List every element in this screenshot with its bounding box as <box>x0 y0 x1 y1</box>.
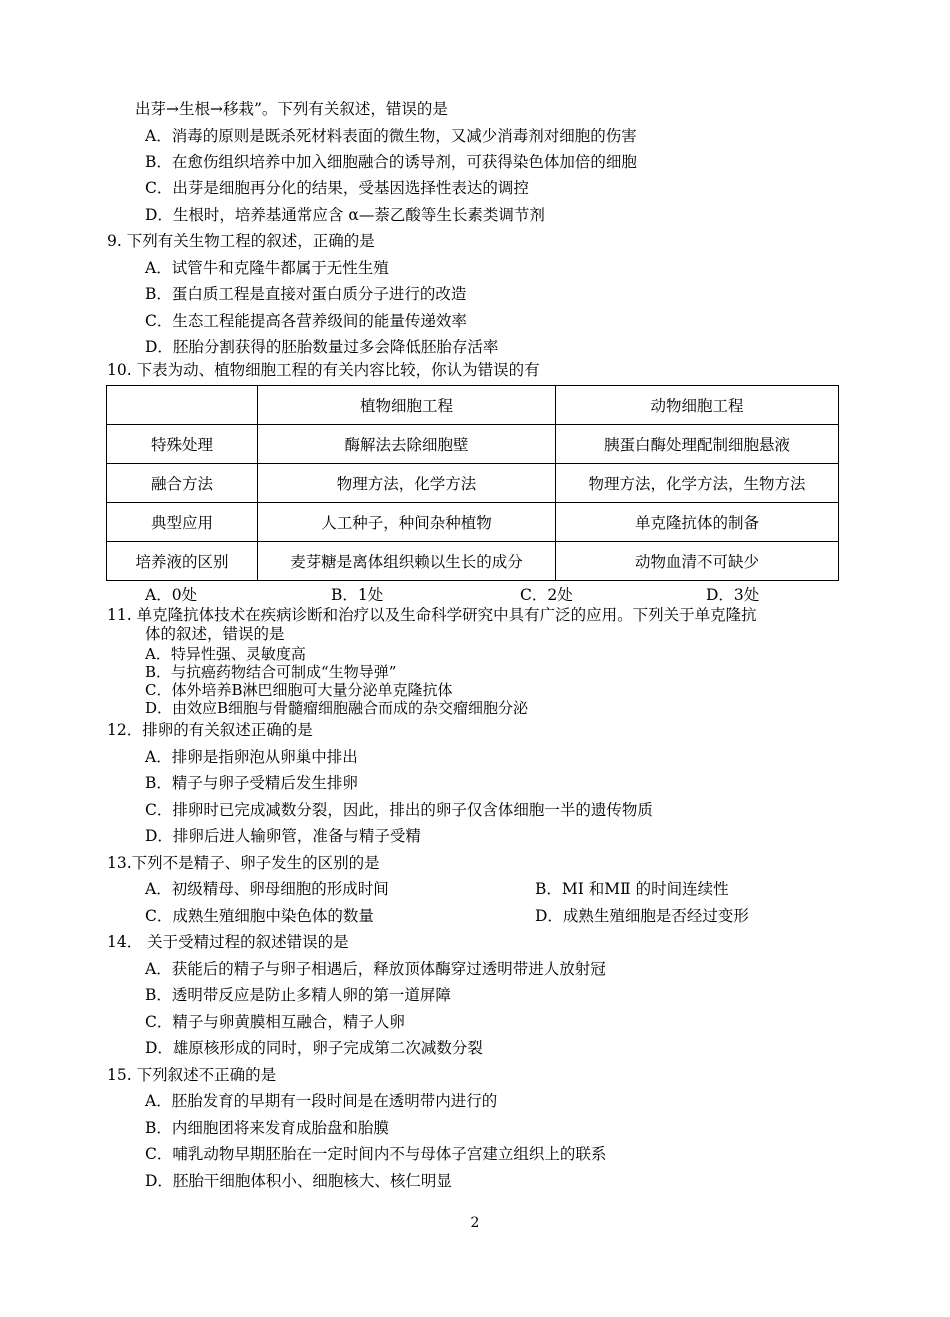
table-cell: 特殊处理 <box>107 425 258 464</box>
q13-option-c: C．成熟生殖细胞中染色体的数量 <box>145 907 374 925</box>
page-number: 2 <box>470 1215 480 1231</box>
table-row <box>107 425 839 464</box>
table-cell: 融合方法 <box>107 464 258 503</box>
q11-option-c: C．体外培养B淋巴细胞可大量分泌单克隆抗体 <box>145 681 453 699</box>
q14-option-c: C．精子与卵黄膜相互融合，精子人卵 <box>145 1013 405 1031</box>
q10-stem: 10. 下表为动、植物细胞工程的有关内容比较，你认为错误的有 <box>107 361 540 379</box>
table-cell: 胰蛋白酶处理配制细胞悬液 <box>556 425 839 464</box>
q9-option-b: B．蛋白质工程是直接对蛋白质分子进行的改造 <box>145 285 467 303</box>
table-cell: 培养液的区别 <box>107 542 258 581</box>
table-cell <box>107 386 258 425</box>
table-header-plant: 植物细胞工程 <box>258 386 556 425</box>
q9-stem: 9. 下列有关生物工程的叙述，正确的是 <box>107 232 375 250</box>
table-cell: 麦芽糖是离体组织赖以生长的成分 <box>258 542 556 581</box>
q12-option-b: B．精子与卵子受精后发生排卵 <box>145 774 358 792</box>
q13-option-d: D．成熟生殖细胞是否经过变形 <box>535 907 749 925</box>
q11-option-b: B．与抗癌药物结合可制成“生物导弹” <box>145 663 397 681</box>
table-cell: 酶解法去除细胞壁 <box>258 425 556 464</box>
q12-stem: 12．排卵的有关叙述正确的是 <box>107 721 313 739</box>
q13-option-b: B．MⅠ 和MⅡ 的时间连续性 <box>535 880 729 898</box>
q10-option-b: B．1处 <box>331 586 384 604</box>
table-cell: 人工种子，种间杂种植物 <box>258 503 556 542</box>
q14-stem: 14． 关于受精过程的叙述错误的是 <box>107 933 349 951</box>
table-cell: 动物血清不可缺少 <box>556 542 839 581</box>
q15-option-c: C．哺乳动物早期胚胎在一定时间内不与母体子宫建立组织上的联系 <box>145 1145 607 1163</box>
q10-option-a: A．0处 <box>145 586 198 604</box>
q15-stem: 15. 下列叙述不正确的是 <box>107 1066 277 1084</box>
q11-option-a: A．特异性强、灵敏度高 <box>145 645 306 663</box>
q14-option-d: D．雄原核形成的同时，卵子完成第二次减数分裂 <box>145 1039 483 1057</box>
q10-option-c: C．2处 <box>520 586 573 604</box>
q8-option-c: C．出芽是细胞再分化的结果，受基因选择性表达的调控 <box>145 179 529 197</box>
q10-option-d: D．3处 <box>706 586 760 604</box>
table-cell: 单克隆抗体的制备 <box>556 503 839 542</box>
q8-stem-tail: 出芽→生根→移栽”。下列有关叙述，错误的是 <box>135 100 448 118</box>
q12-option-a: A．排卵是指卵泡从卵巢中排出 <box>145 748 358 766</box>
q12-option-d: D．排卵后进人输卵管，准备与精子受精 <box>145 827 421 845</box>
table-row <box>107 503 839 542</box>
q9-option-d: D．胚胎分割获得的胚胎数量过多会降低胚胎存活率 <box>145 338 499 356</box>
q11-stem-cont: 体的叙述，错误的是 <box>145 625 285 643</box>
q12-option-c: C．排卵时已完成减数分裂，因此，排出的卵子仅含体细胞一半的遗传物质 <box>145 801 653 819</box>
table-row <box>107 464 839 503</box>
q15-option-b: B．内细胞团将来发育成胎盘和胎膜 <box>145 1119 389 1137</box>
table-cell: 物理方法，化学方法 <box>258 464 556 503</box>
q15-option-d: D．胚胎干细胞体积小、细胞核大、核仁明显 <box>145 1172 452 1190</box>
table-header-row <box>107 386 839 425</box>
table-cell: 物理方法，化学方法，生物方法 <box>556 464 839 503</box>
q8-option-d: D．生根时，培养基通常应含 α—萘乙酸等生长素类调节剂 <box>145 206 545 224</box>
q13-option-a: A．初级精母、卵母细胞的形成时间 <box>145 880 389 898</box>
q14-option-b: B．透明带反应是防止多精人卵的第一道屏障 <box>145 986 451 1004</box>
q11-option-d: D．由效应B细胞与骨髓瘤细胞融合而成的杂交瘤细胞分泌 <box>145 699 529 717</box>
comparison-table <box>106 385 839 581</box>
q9-option-a: A．试管牛和克隆牛都属于无性生殖 <box>145 259 389 277</box>
q11-stem: 11. 单克隆抗体技术在疾病诊断和治疗以及生命科学研究中具有广泛的应用。下列关于单克隆抗 <box>107 606 757 624</box>
q13-stem: 13.下列不是精子、卵子发生的区别的是 <box>107 854 380 872</box>
table-cell: 典型应用 <box>107 503 258 542</box>
table-row <box>107 542 839 581</box>
q8-option-b: B．在愈伤组织培养中加入细胞融合的诱导剂，可获得染色体加倍的细胞 <box>145 153 637 171</box>
q14-option-a: A．获能后的精子与卵子相遇后，释放顶体酶穿过透明带进人放射冠 <box>145 960 606 978</box>
q9-option-c: C．生态工程能提高各营养级间的能量传递效率 <box>145 312 467 330</box>
table-header-animal: 动物细胞工程 <box>556 386 839 425</box>
q8-option-a: A．消毒的原则是既杀死材料表面的微生物，又减少消毒剂对细胞的伤害 <box>145 127 637 145</box>
q15-option-a: A．胚胎发育的早期有一段时间是在透明带内进行的 <box>145 1092 498 1110</box>
